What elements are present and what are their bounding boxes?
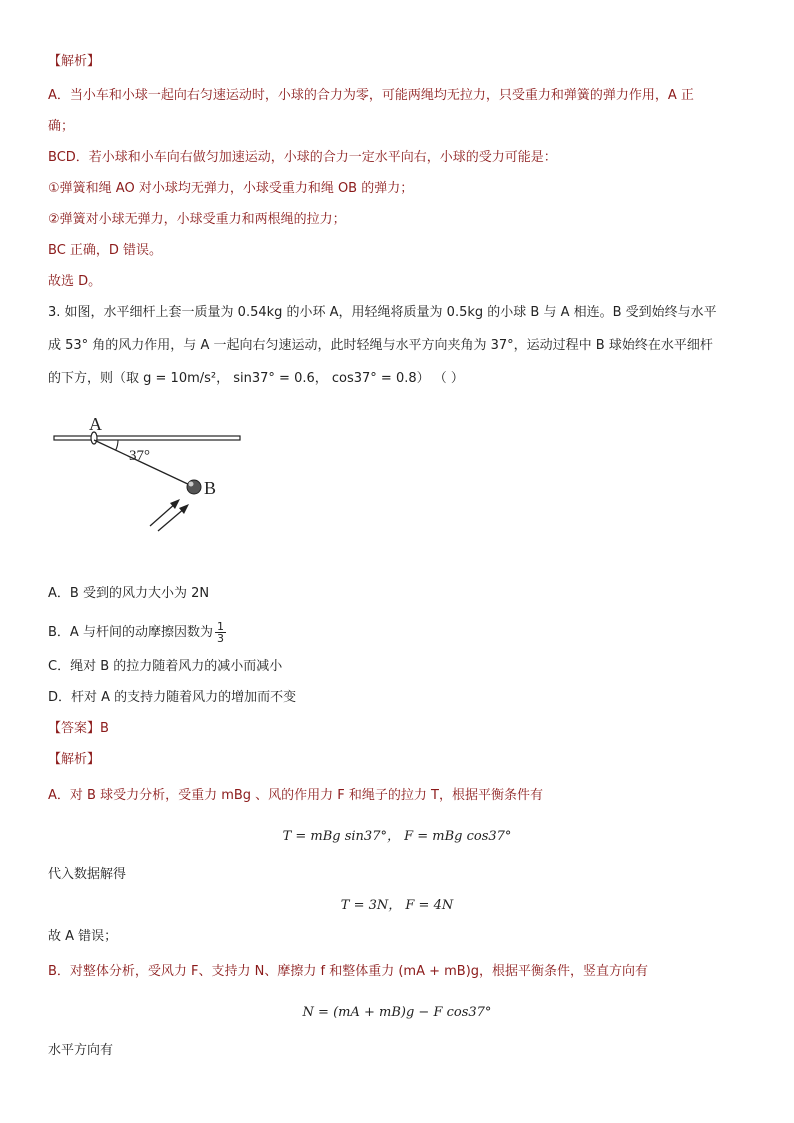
analysis-conclusion: BC 正确，D 错误。 (48, 243, 163, 258)
label-b: B (204, 478, 217, 498)
wind-arrow-2 (158, 508, 185, 531)
fraction (215, 621, 226, 644)
equation-3: N = (mA + mB)g − F cos37° (302, 1005, 492, 1020)
option-b (48, 621, 226, 644)
option-a: A．B 受到的风力大小为 2N (48, 586, 210, 601)
horizontal-rod (54, 436, 240, 440)
option-c: C．绳对 B 的拉力随着风力的减小而减小 (48, 659, 283, 674)
ball-b (187, 480, 201, 494)
ball-b-highlight (189, 482, 194, 487)
angle-arc (116, 440, 118, 450)
analysis-a-line2: 确； (48, 119, 75, 134)
answer: 【答案】B (48, 721, 109, 736)
wind-arrow-1 (150, 503, 176, 526)
analysis-case2: ②弹簧对小球无弹力，小球受重力和两根绳的拉力； (48, 212, 346, 227)
analysis-choice: 故选 D。 (48, 274, 102, 289)
analysis-header-2: 【解析】 (48, 752, 101, 767)
analysis2-b-line: B．对整体分析，受风力 F、支持力 N、摩擦力 f 和整体重力 (mA + mB)g，根据平衡条件，竖直方向有 (48, 964, 649, 979)
equation-2: T = 3N， F = 4N (340, 898, 454, 913)
question3-line2: 成 53° 角的风力作用，与 A 一起向右匀速运动，此时轻绳与水平方向夹角为 37°，运动过程中 B 球始终在水平细杆 (48, 338, 713, 353)
analysis-bcd: BCD．若小球和小车向右做匀加速运动，小球的合力一定水平向右，小球的受力可能是： (48, 150, 557, 165)
analysis2-a-line: A．对 B 球受力分析，受重力 mBg 、风的作用力 F 和绳子的拉力 T，根据平衡条件有 (48, 788, 543, 803)
question3-line3: 的下方，则（取 g = 10m/s²， sin37° = 0.6， cos37° = 0.8） （ ） (48, 371, 464, 386)
horizontal-text: 水平方向有 (48, 1043, 114, 1058)
substitute-text: 代入数据解得 (48, 867, 127, 882)
analysis-header-1: 【解析】 (48, 54, 101, 69)
fraction-denominator: 3 (216, 632, 224, 645)
angle-label: 37° (129, 448, 150, 464)
label-a: A (89, 414, 102, 434)
option-b-text: B．A 与杆间的动摩擦因数为 (48, 625, 213, 640)
a-wrong: 故 A 错误； (48, 929, 118, 944)
option-d: D．杆对 A 的支持力随着风力的增加而不变 (48, 690, 297, 705)
analysis-a-line1: A．当小车和小球一起向右匀速运动时，小球的合力为零，可能两绳均无拉力，只受重力和弹簧的弹力作用，A 正 (48, 88, 694, 103)
question3-line1: 3. 如图，水平细杆上套一质量为 0.54kg 的小环 A，用轻绳将质量为 0.5kg 的小球 B 与 A 相连。B 受到始终与水平 (48, 305, 717, 320)
analysis-case1: ①弹簧和绳 AO 对小球均无弹力，小球受重力和绳 OB 的弹力； (48, 181, 414, 196)
equation-1: T = mBg sin37°， F = mBg cos37° (282, 829, 512, 844)
physics-diagram (48, 410, 248, 535)
fraction-numerator: 1 (216, 620, 224, 633)
